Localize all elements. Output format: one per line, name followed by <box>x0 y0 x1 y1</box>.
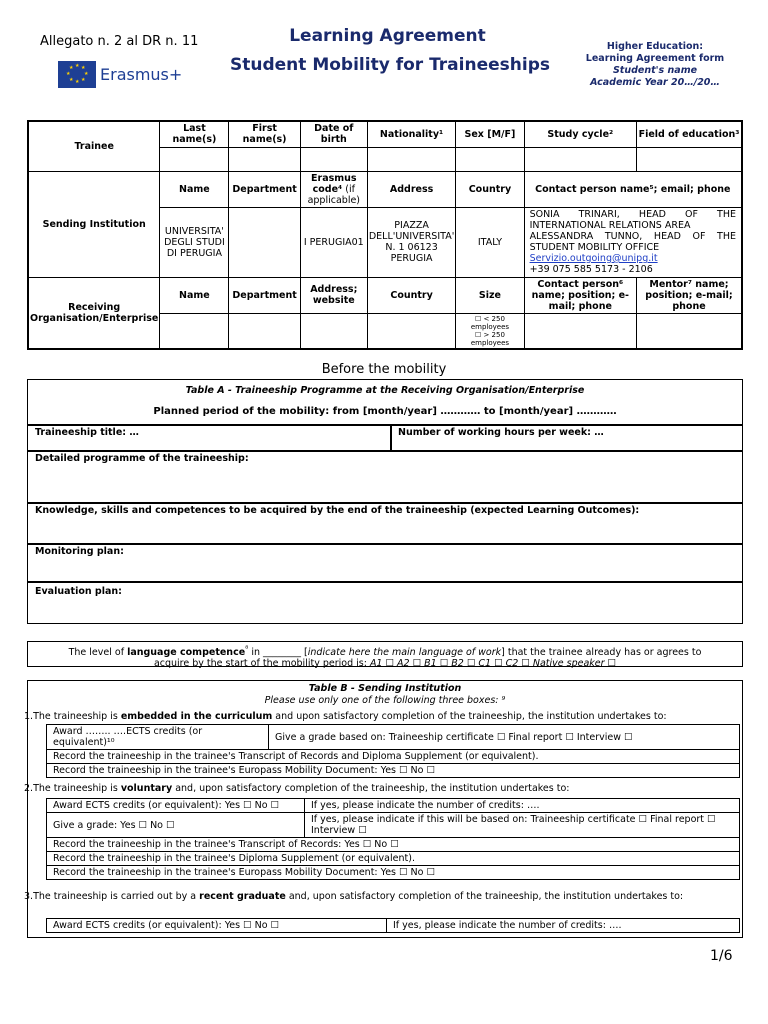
opt-text: and, upon satisfactory completion of the traineeship, the institution undertakes to: <box>172 783 570 794</box>
sending-name: UNIVERSITA' DEGLI STUDI DI PERUGIA <box>160 207 229 277</box>
option-2-table <box>46 798 740 880</box>
erasmus-code-note: (if applicable) <box>307 183 361 206</box>
receiving-header: Contact person⁶ name; position; e-mail; phone <box>524 277 636 313</box>
erasmus-logo <box>58 61 182 88</box>
trainee-last-name-cell[interactable] <box>160 147 229 171</box>
contact-line2: ALESSANDRA TUNNO, HEAD OF THE STUDENT MOBILITY OFFICE <box>529 231 736 253</box>
trainee-field-cell[interactable] <box>637 147 742 171</box>
table-a-title: Table A - Traineeship Programme at the Receiving Organisation/Enterprise <box>185 385 585 396</box>
erasmus-logo-text: Erasmus+ <box>100 65 183 84</box>
evaluation-plan-label: Evaluation plan: <box>35 586 122 597</box>
language-line2 <box>28 658 742 669</box>
receiving-row-label: Receiving Organisation/Enterprise <box>28 277 160 349</box>
learning-outcomes-field[interactable] <box>27 503 743 544</box>
opt-text: 2.The traineeship is <box>24 783 121 794</box>
learning-outcomes-label: Knowledge, skills and competences to be acquired by the end of the traineeship (expected Learning Outcomes): <box>35 505 640 516</box>
academic-year-label: Academic Year 20…/20… <box>590 77 720 88</box>
receiving-department-cell[interactable] <box>229 313 300 349</box>
trainee-first-name-cell[interactable] <box>229 147 300 171</box>
sending-header: Address <box>367 171 455 207</box>
student-name-label: Student's name <box>612 65 698 76</box>
opt-text: and, upon satisfactory completion of the traineeship, the institution undertakes to: <box>285 891 684 902</box>
doc-title: Learning Agreement <box>289 26 486 46</box>
receiving-contact-cell[interactable] <box>524 313 636 349</box>
trainee-header: Sex [M/F] <box>456 121 524 147</box>
trainee-header: Field of education³ <box>637 121 742 147</box>
s3-credits-field[interactable]: If yes, please indicate the number of credits: …. <box>387 919 740 933</box>
contact-line1: SONIA TRINARI, HEAD OF THE INTERNATIONAL RELATIONS AREA <box>529 209 736 231</box>
table-a-header-box <box>27 379 743 425</box>
opt-bold: embedded in the curriculum <box>120 711 273 722</box>
opt-text: 1.The traineeship is <box>24 711 121 722</box>
lang-text: acquire by the start of the mobility period is: <box>153 658 370 670</box>
trainee-nationality-cell[interactable] <box>367 147 455 171</box>
size-small-checkbox[interactable]: ☐ < 250 employees <box>470 314 510 331</box>
sending-department <box>229 207 300 277</box>
receiving-address-cell[interactable] <box>300 313 367 349</box>
receiving-header: Address; website <box>300 277 367 313</box>
form-info <box>575 41 735 89</box>
lang-bold: language competence <box>127 647 246 659</box>
trainee-study-cycle-cell[interactable] <box>524 147 636 171</box>
working-hours-field[interactable] <box>391 425 743 451</box>
sending-row-label: Sending Institution <box>28 171 160 277</box>
receiving-size-cell <box>456 313 524 349</box>
sending-header: Contact person name⁵; email; phone <box>524 171 742 207</box>
receiving-country-cell[interactable] <box>367 313 455 349</box>
sending-contact <box>524 207 742 277</box>
s2-award-checkbox[interactable]: Award ECTS credits (or equivalent): Yes ☐ No ☐ <box>47 799 305 813</box>
option-1-label <box>24 711 667 722</box>
receiving-header: Department <box>229 277 300 313</box>
option-1-table <box>46 724 740 778</box>
opt-text: and upon satisfactory completion of the traineeship, the institution undertakes to: <box>272 711 667 722</box>
contact-phone: +39 075 585 5173 - 2106 <box>529 264 653 275</box>
receiving-name-cell[interactable] <box>160 313 229 349</box>
traineeship-title-field[interactable] <box>27 425 391 451</box>
option-3-label <box>24 891 736 903</box>
trainee-dob-cell[interactable] <box>300 147 367 171</box>
sending-header: Country <box>456 171 524 207</box>
sending-header: Department <box>229 171 300 207</box>
lang-text: The level of <box>68 647 128 659</box>
evaluation-plan-field[interactable] <box>27 582 743 624</box>
s2-record-transcript[interactable]: Record the traineeship in the trainee's Transcript of Records: Yes ☐ No ☐ <box>47 838 740 852</box>
monitoring-plan-field[interactable] <box>27 544 743 582</box>
s2-record-europass[interactable]: Record the traineeship in the trainee's Europass Mobility Document: Yes ☐ No ☐ <box>47 866 740 880</box>
trainee-sex-cell[interactable] <box>456 147 524 171</box>
form-info-line1: Higher Education: <box>606 41 704 52</box>
s2-grade-checkbox[interactable]: Give a grade: Yes ☐ No ☐ <box>47 813 305 838</box>
receiving-header: Mentor⁷ name; position; e-mail; phone <box>637 277 742 313</box>
trainee-header: Study cycle² <box>524 121 636 147</box>
sending-header-code <box>300 171 367 207</box>
monitoring-plan-label: Monitoring plan: <box>35 546 124 557</box>
s2-based-checkboxes[interactable]: If yes, please indicate if this will be based on: Traineeship certificate ☐ Final report ☐ Interview ☐ <box>305 813 740 838</box>
s1-record-europass[interactable]: Record the traineeship in the trainee's Europass Mobility Document: Yes ☐ No ☐ <box>47 764 740 778</box>
annex-label: Allegato n. 2 al DR n. 11 <box>40 34 199 49</box>
s3-award-checkbox[interactable]: Award ECTS credits (or equivalent): Yes ☐ No ☐ <box>47 919 387 933</box>
receiving-mentor-cell[interactable] <box>637 313 742 349</box>
table-b-box <box>24 680 743 938</box>
option-3-table <box>46 918 740 933</box>
page-number: 1/6 <box>710 948 733 964</box>
parties-table <box>27 120 743 350</box>
programme-label: Detailed programme of the traineeship: <box>35 453 249 464</box>
trainee-header: First name(s) <box>229 121 300 147</box>
sending-address: PIAZZA DELL'UNIVERSITA' N. 1 06123 PERUGIA <box>367 207 455 277</box>
doc-subtitle: Student Mobility for Traineeships <box>230 55 550 75</box>
lang-sup: ⁸ <box>245 644 249 653</box>
table-b-subtitle: Please use only one of the following three boxes: ⁹ <box>264 695 506 706</box>
sending-country: ITALY <box>456 207 524 277</box>
option-2-label <box>24 783 570 794</box>
opt-bold: voluntary <box>120 783 173 794</box>
form-info-line2: Learning Agreement form <box>585 53 725 64</box>
receiving-header: Name <box>160 277 229 313</box>
lang-italic: indicate here the main language of work <box>307 647 502 659</box>
before-mobility-heading: Before the mobility <box>321 362 447 377</box>
contact-email-link[interactable]: Servizio.outgoing@unipg.it <box>529 253 658 264</box>
trainee-row-label: Trainee <box>28 121 160 171</box>
erasmus-code-label: Erasmus code⁴ <box>311 172 357 195</box>
s1-record-transcript[interactable]: Record the traineeship in the trainee's Transcript of Records and Diploma Supplement (or equivalent). <box>47 750 740 764</box>
language-level-checkboxes[interactable]: A1 ☐ A2 ☐ B1 ☐ B2 ☐ C1 ☐ C2 ☐ Native speaker ☐ <box>369 658 617 670</box>
working-hours-label: Number of working hours per week: … <box>398 427 604 438</box>
s1-grade-checkboxes[interactable]: Give a grade based on: Traineeship certificate ☐ Final report ☐ Interview ☐ <box>269 725 740 750</box>
planned-period: Planned period of the mobility: from [month/year] ………… to [month/year] ………… <box>153 406 617 417</box>
sending-header: Name <box>160 171 229 207</box>
lang-text: ] that the trainee already has or agrees to <box>501 647 702 659</box>
traineeship-title-label: Traineeship title: … <box>35 427 139 438</box>
sending-code: I PERUGIA01 <box>300 207 367 277</box>
table-b-title: Table B - Sending Institution <box>308 683 462 694</box>
trainee-header: Last name(s) <box>160 121 229 147</box>
trainee-header: Nationality¹ <box>367 121 455 147</box>
opt-text: 3.The traineeship is carried out by a <box>24 891 200 902</box>
size-large-checkbox[interactable]: ☐ > 250 employees <box>470 330 510 347</box>
trainee-header: Date of birth <box>300 121 367 147</box>
language-competence-box <box>27 641 743 670</box>
s1-award-checkbox[interactable]: Award …….. ….ECTS credits (or equivalent)¹⁰ <box>47 725 269 750</box>
receiving-header: Country <box>367 277 455 313</box>
s2-record-diploma[interactable]: Record the traineeship in the trainee's Diploma Supplement (or equivalent). <box>47 852 740 866</box>
eu-flag-icon: ★ ★ ★ ★ ★ ★ ★ ★ <box>58 61 96 88</box>
programme-field[interactable] <box>27 451 743 503</box>
language-line1 <box>28 643 742 658</box>
opt-bold: recent graduate <box>199 891 286 902</box>
receiving-header: Size <box>456 277 524 313</box>
lang-text: in ________ [ <box>248 647 308 659</box>
s2-credits-field[interactable]: If yes, please indicate the number of credits: …. <box>305 799 740 813</box>
